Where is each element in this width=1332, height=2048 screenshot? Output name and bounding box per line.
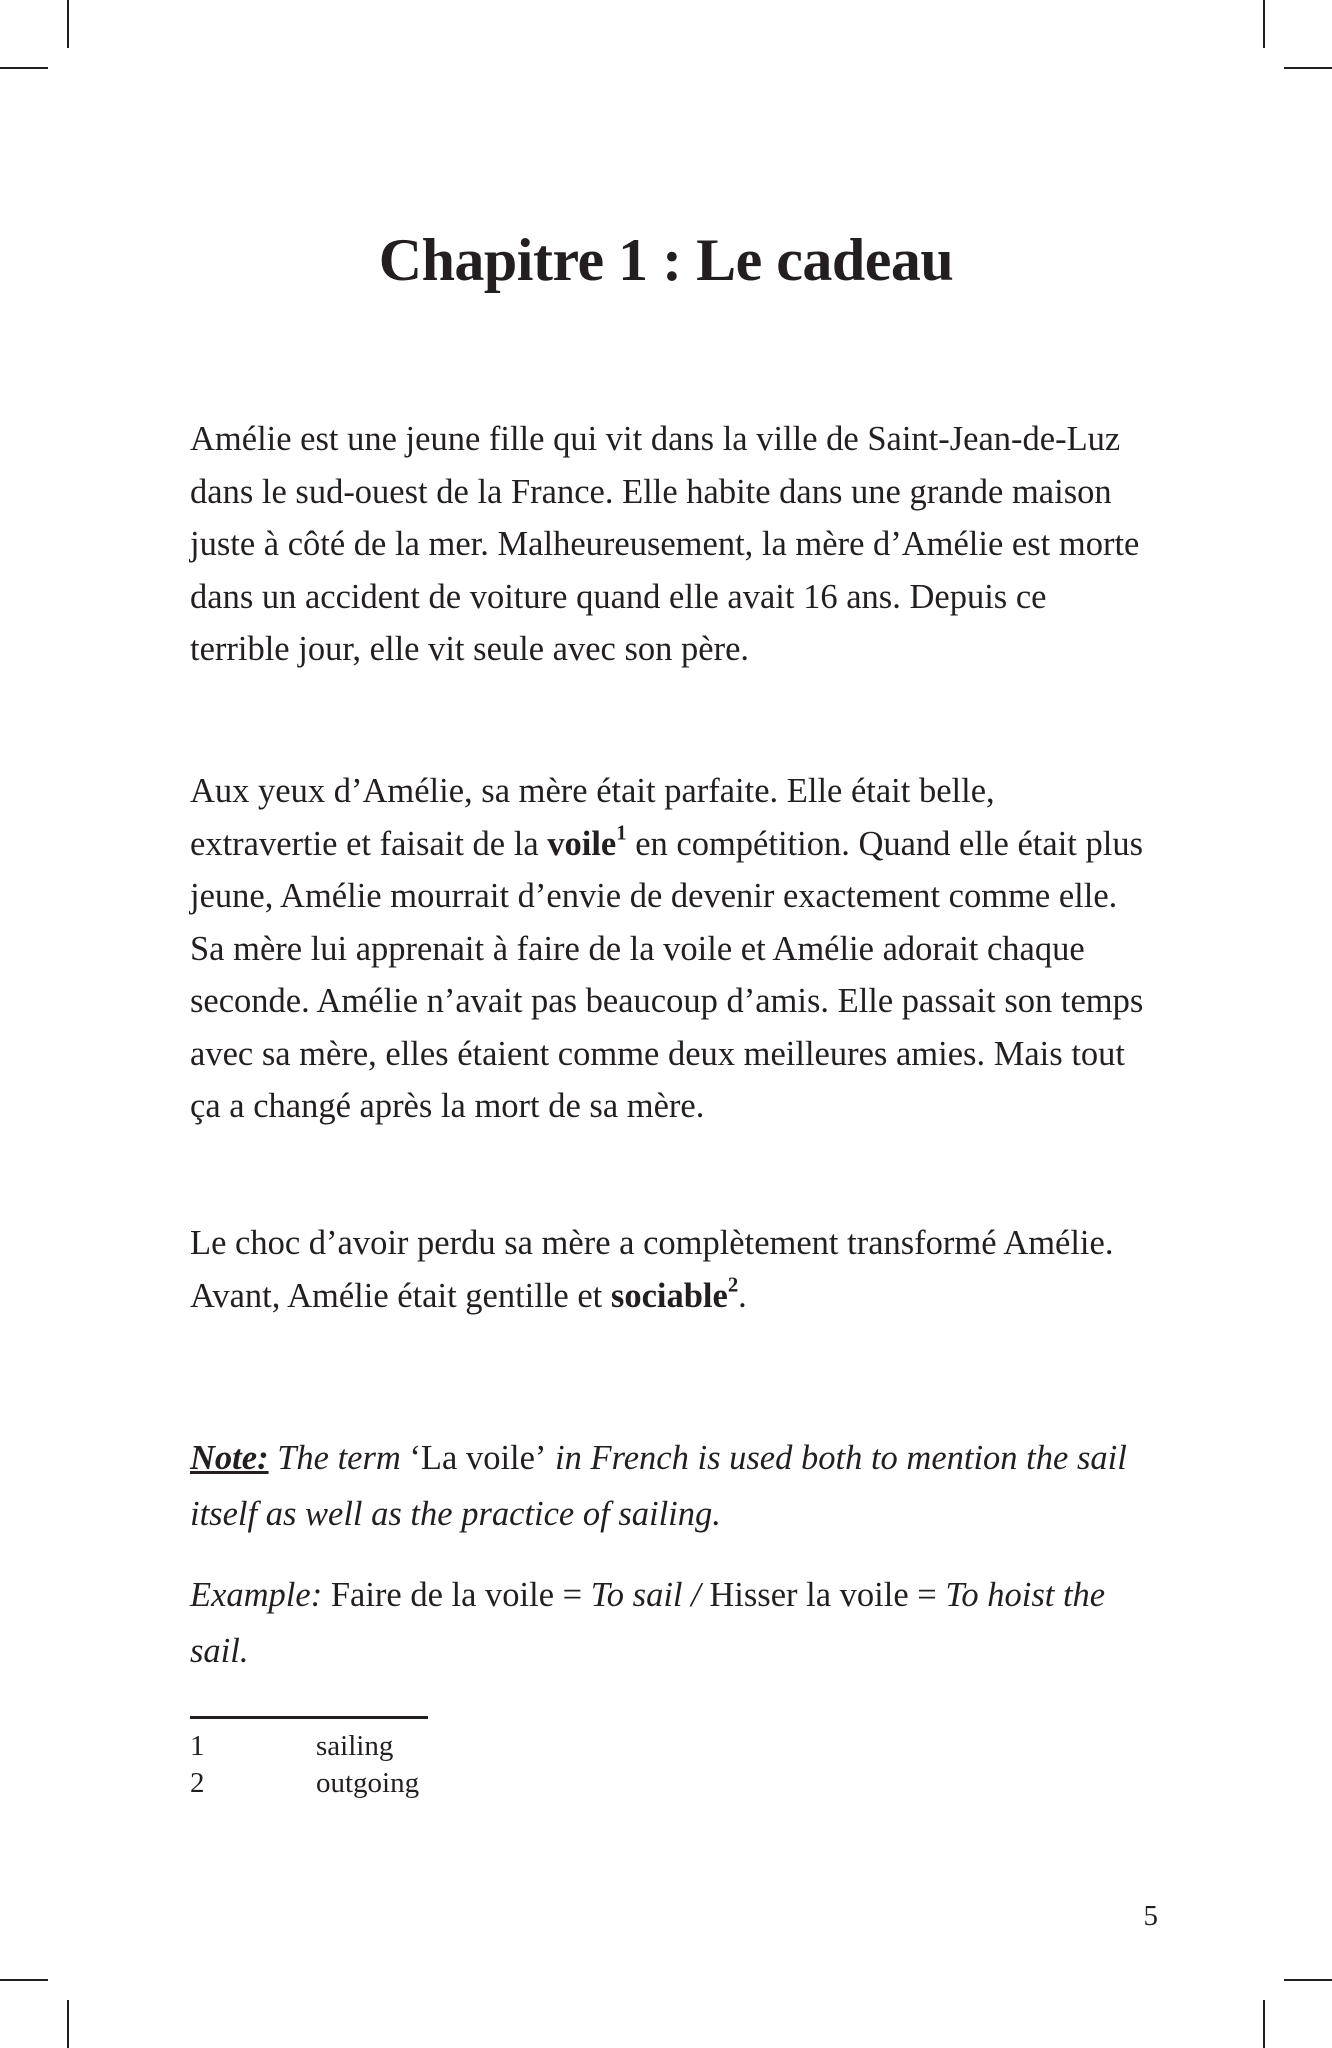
crop-mark [0,67,48,69]
example-phrase: Faire de la voile = [322,1576,591,1614]
crop-mark [1284,67,1332,69]
example-translation: To sail [590,1576,683,1614]
footnotes [190,1728,690,1802]
footnote-text: sailing [316,1730,394,1762]
footnote-divider [190,1716,428,1719]
footnote-item [190,1728,690,1765]
footnote-ref[interactable]: 1 [616,821,627,844]
crop-mark [1284,1979,1332,1981]
paragraph-2 [190,765,1150,1133]
footnote-text: outgoing [316,1767,420,1799]
note-text: in French is used both to mention the sail itself as well as the practice of sailing. [190,1439,1127,1533]
footnote-item [190,1765,690,1802]
footnote-ref[interactable]: 2 [727,1273,739,1296]
note-text: The term [268,1439,410,1477]
note-block [190,1430,1150,1542]
footnote-number: 2 [190,1767,205,1799]
example-label: Example: [190,1576,323,1614]
crop-mark [0,1979,48,1981]
paragraph-text: . [738,1276,747,1315]
vocab-term: sociable [610,1276,728,1315]
example-block [190,1567,1150,1679]
example-translation: To hoist the sail. [190,1576,1106,1670]
paragraph-text: Le choc d’avoir perdu sa mère a complètement transformé Amélie. Avant, Amélie était gentille et [190,1224,1114,1315]
note-term: ‘La voile’ [409,1439,547,1477]
crop-mark [67,0,69,48]
footnote-number: 1 [190,1730,205,1762]
chapter-title: Chapitre 1 : Le cadeau [378,227,954,293]
paragraph-text: en compétition. Quand elle était plus jeune, Amélie mourrait d’envie de devenir exactement comme elle. Sa mère lui apprenait à faire de la voile et Amélie adorait chaque seconde. Amélie n’avait pas beaucoup d’amis. Elle passait son temps avec sa mère, elles étaient comme deux meilleures amies. Mais tout ça a changé après la mort de sa mère. [190,824,1144,1125]
vocab-term: voile [547,824,617,863]
crop-mark [1263,2000,1265,2048]
paragraph-text: Aux yeux d’Amélie, sa mère était parfaite. Elle était belle, extravertie et faisait de la [190,772,995,863]
paragraph-3 [190,1217,1150,1322]
paragraph-text: Amélie est une jeune fille qui vit dans la ville de Saint-Jean-de-Luz dans le sud-ouest de la France. Elle habite dans une grande maison juste à côté de la mer. Malheureusement, la mère d’Amélie est morte dans un accident de voiture quand elle avait 16 ans. Depuis ce terrible jour, elle vit seule avec son père. [190,420,1140,668]
example-phrase: Hisser la voile = [709,1576,946,1614]
paragraph-1 [190,413,1150,676]
example-separator: / [682,1576,710,1614]
note-label: Note: [190,1439,269,1477]
crop-mark [1263,0,1265,48]
page-number: 5 [1143,1900,1158,1932]
crop-mark [67,2000,69,2048]
